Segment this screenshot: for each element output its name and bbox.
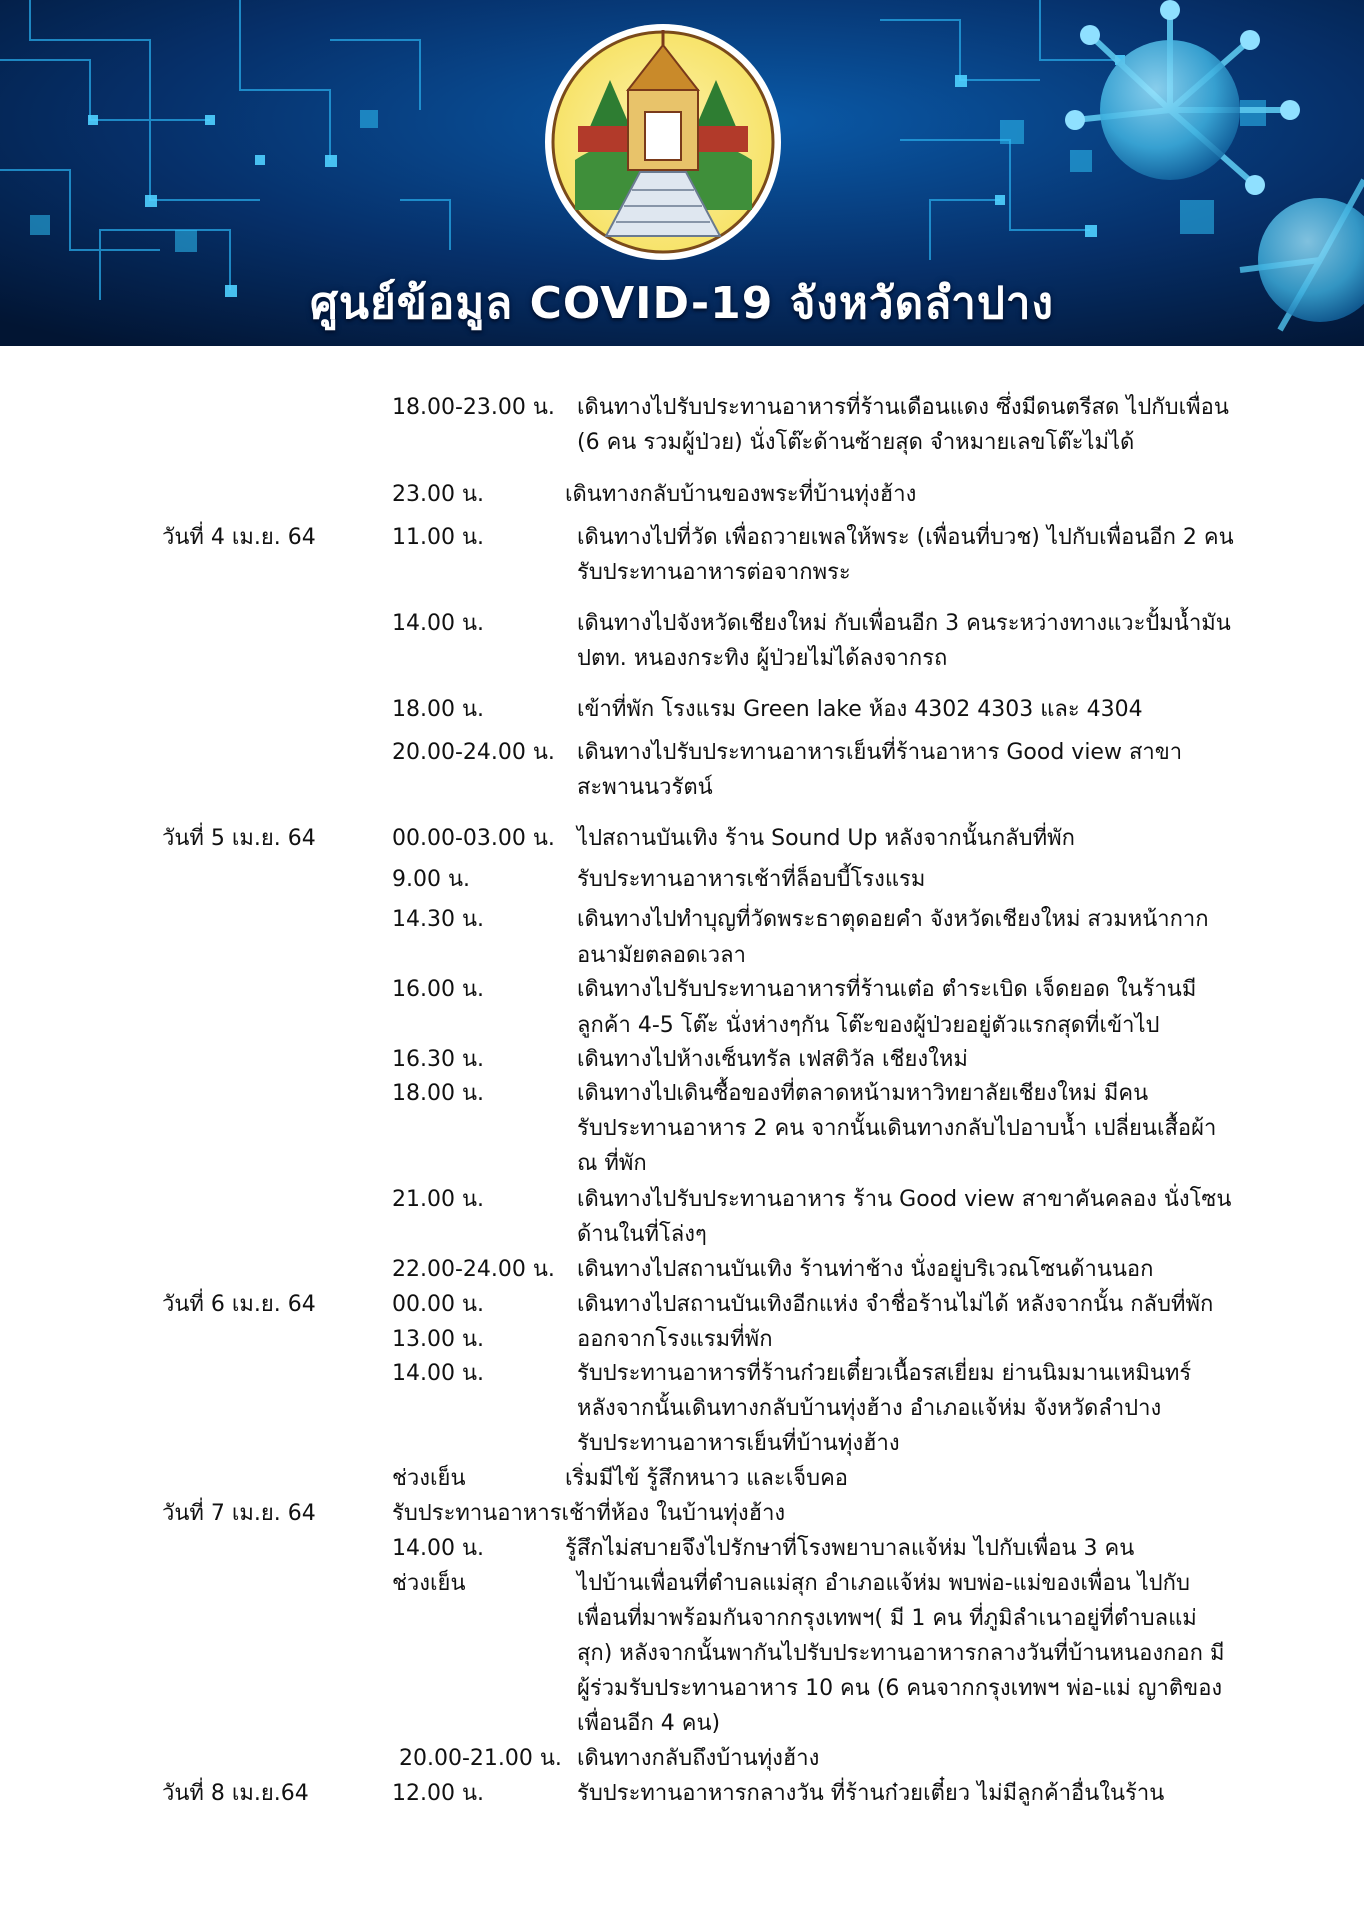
- entry-desc-line: เดินทางไปรับประทานอาหาร ร้าน Good view สาขาคันคลอง นั่งโซน: [577, 1187, 1232, 1212]
- entry-time: 12.00 น.: [392, 1781, 485, 1806]
- entry-desc-line: (6 คน รวมผู้ป่วย) นั่งโต๊ะด้านซ้ายสุด จำหมายเลขโต๊ะไม่ได้: [577, 430, 1135, 455]
- entry-desc: [565, 1531, 1134, 1566]
- entry-desc: [565, 1566, 1224, 1741]
- entry-desc-line: ไปบ้านเพื่อนที่ตำบลแม่สุก อำเภอแจ้ห่ม พบพ่อ-แม่ของเพื่อน ไปกับ: [577, 1571, 1190, 1596]
- entry-desc: [565, 972, 1196, 1044]
- entry-desc-line: เดินทางกลับถึงบ้านทุ่งฮ้าง: [577, 1746, 820, 1771]
- entry-time: 9.00 น.: [392, 867, 471, 892]
- entry-time: 23.00 น.: [392, 482, 485, 507]
- entry-desc-line: สะพานนวรัตน์: [577, 775, 713, 800]
- lampang-province-seal-icon: [545, 24, 781, 260]
- entry-desc-line: สุก) หลังจากนั้นพากันไปรับประทานอาหารกลางวันที่บ้านหนองกอก มี: [577, 1641, 1225, 1666]
- entry-time: 22.00-24.00 น.: [392, 1257, 555, 1282]
- entry-time: 14.00 น.: [392, 611, 485, 636]
- entry-desc: [565, 1287, 1213, 1322]
- entry-desc: [565, 735, 1182, 805]
- entry-desc-line: รับประทานอาหารกลางวัน ที่ร้านก๋วยเตี๋ยว ไม่มีลูกค้าอื่นในร้าน: [577, 1781, 1165, 1806]
- entry-time: รับประทานอาหารเช้าที่ห้อง ในบ้านทุ่งฮ้าง: [392, 1501, 786, 1526]
- entry-desc: [565, 390, 1229, 460]
- entry-date: วันที่ 5 เม.ย. 64: [162, 826, 316, 851]
- entry-desc: [565, 1322, 773, 1357]
- entry-desc-line: หลังจากนั้นเดินทางกลับบ้านทุ่งฮ้าง อำเภอแจ้ห่ม จังหวัดลำปาง: [577, 1396, 1162, 1421]
- entry-time: 00.00-03.00 น.: [392, 826, 555, 851]
- entry-desc-line: เดินทางไปรับประทานอาหารที่ร้านเต๋อ ตำระเบิด เจ็ดยอด ในร้านมี: [577, 977, 1197, 1002]
- entry-desc: [565, 1356, 1191, 1461]
- entry-desc-line: เดินทางไปเดินซื้อของที่ตลาดหน้ามหาวิทยาลัยเชียงใหม่ มีคน: [577, 1081, 1149, 1106]
- entry-time: 18.00 น.: [392, 697, 485, 722]
- entry-time: 14.00 น.: [392, 1361, 485, 1386]
- entry-desc-line: ไปสถานบันเทิง ร้าน Sound Up หลังจากนั้นกลับที่พัก: [577, 826, 1075, 851]
- entry-desc-line: เดินทางไปสถานบันเทิง ร้านท่าช้าง นั่งอยู่บริเวณโซนด้านนอก: [577, 1257, 1154, 1282]
- entry-desc-line: ผู้ร่วมรับประทานอาหาร 10 คน (6 คนจากกรุงเทพฯ พ่อ-แม่ ญาติของ: [577, 1676, 1223, 1701]
- entry-desc-line: เดินทางไปสถานบันเทิงอีกแห่ง จำชื่อร้านไม่ได้ หลังจากนั้น กลับที่พัก: [577, 1292, 1214, 1317]
- entry-desc-line: [577, 390, 1229, 460]
- entry-desc: [565, 902, 1209, 974]
- entry-desc-line: เดินทางไปที่วัด เพื่อถวายเพลให้พระ (เพื่อนที่บวช) ไปกับเพื่อนอีก 2 คน: [577, 525, 1234, 550]
- entry-desc-line: เดินทางไปรับประทานอาหารที่ร้านเดือนแดง ซึ่งมีดนตรีสด ไปกับเพื่อน: [577, 395, 1229, 420]
- entry-desc: [565, 1252, 1153, 1287]
- entry-desc-line: เดินทางกลับบ้านของพระที่บ้านทุ่งฮ้าง: [565, 482, 917, 507]
- page-title: ศูนย์ข้อมูล COVID-19 จังหวัดลำปาง: [309, 278, 1054, 329]
- entry-date: วันที่ 7 เม.ย. 64: [162, 1501, 316, 1526]
- entry-time: 18.00 น.: [392, 1081, 485, 1106]
- entry-time: 16.30 น.: [392, 1047, 485, 1072]
- entry-time: 13.00 น.: [392, 1327, 485, 1352]
- entry-time: 21.00 น.: [392, 1187, 485, 1212]
- entry-time: 16.00 น.: [392, 977, 485, 1002]
- entry-date: วันที่ 6 เม.ย. 64: [162, 1292, 316, 1317]
- entry-time: ช่วงเย็น: [392, 1571, 466, 1596]
- entry-desc: [565, 1741, 819, 1776]
- entry-desc: [565, 821, 1075, 856]
- entry-desc-line: เพื่อนอีก 4 คน): [577, 1711, 721, 1736]
- entry-desc-line: เดินทางไปรับประทานอาหารเย็นที่ร้านอาหาร Good view สาขา: [577, 740, 1183, 765]
- entry-time: ช่วงเย็น: [392, 1466, 466, 1491]
- entry-desc-line: อนามัยตลอดเวลา: [577, 943, 746, 968]
- entry-desc-line: เริ่มมีไข้ รู้สึกหนาว และเจ็บคอ: [565, 1466, 849, 1491]
- entry-desc-line: ลูกค้า 4-5 โต๊ะ นั่งห่างๆกัน โต๊ะของผู้ป่วยอยู่ตัวแรกสุดที่เข้าไป: [577, 1013, 1160, 1038]
- entry-desc-line: รับประทานอาหาร 2 คน จากนั้นเดินทางกลับไปอาบน้ำ เปลี่ยนเสื้อผ้า: [577, 1116, 1217, 1141]
- entry-time: 20.00-24.00 น.: [392, 740, 555, 765]
- entry-desc: [565, 520, 1234, 590]
- entry-time: 14.00 น.: [392, 1536, 485, 1561]
- entry-desc: [565, 1182, 1231, 1252]
- entry-time: 14.30 น.: [392, 907, 485, 932]
- entry-desc-line: เดินทางไปทำบุญที่วัดพระธาตุดอยคำ จังหวัดเชียงใหม่ สวมหน้ากาก: [577, 907, 1209, 932]
- entry-desc-line: ณ ที่พัก: [577, 1151, 647, 1176]
- entry-desc: [565, 1076, 1216, 1181]
- entry-desc: [565, 1042, 968, 1077]
- header-banner: [0, 0, 1364, 346]
- entry-desc-line: รู้สึกไม่สบายจึงไปรักษาที่โรงพยาบาลแจ้ห่ม ไปกับเพื่อน 3 คน: [565, 1536, 1135, 1561]
- entry-desc-line: ปตท. หนองกระทิง ผู้ป่วยไม่ได้ลงจากรถ: [577, 646, 948, 671]
- entry-desc: [565, 862, 925, 897]
- entry-desc-line: ออกจากโรงแรมที่พัก: [577, 1327, 773, 1352]
- entry-date: วันที่ 4 เม.ย. 64: [162, 525, 316, 550]
- entry-desc-line: เดินทางไปจังหวัดเชียงใหม่ กับเพื่อนอีก 3 คนระหว่างทางแวะปั้มน้ำมัน: [577, 611, 1231, 636]
- entry-desc-line: ด้านในที่โล่งๆ: [577, 1222, 707, 1247]
- entry-desc-line: รับประทานอาหารต่อจากพระ: [577, 560, 851, 585]
- entry-desc-line: รับประทานอาหารเย็นที่บ้านทุ่งฮ้าง: [577, 1431, 900, 1456]
- entry-time: 20.00-21.00 น.: [392, 1746, 562, 1771]
- entry-time: 18.00-23.00 น.: [392, 395, 555, 420]
- entry-desc-line: เข้าที่พัก โรงแรม Green lake ห้อง 4302 4303 และ 4304: [577, 697, 1143, 722]
- entry-desc: [565, 692, 1143, 727]
- entry-desc-line: เพื่อนที่มาพร้อมกันจากกรุงเทพฯ( มี 1 คน ที่ภูมิลำเนาอยู่ที่ตำบลแม่: [577, 1606, 1197, 1631]
- entry-desc: [565, 606, 1231, 676]
- entry-time: 00.00 น.: [392, 1292, 485, 1317]
- entry-time: 11.00 น.: [392, 525, 485, 550]
- entry-desc-line: รับประทานอาหารที่ร้านก๋วยเตี๋ยวเนื้อรสเยี่ยม ย่านนิมมานเหมินทร์: [577, 1361, 1192, 1386]
- entry-desc: [565, 1461, 848, 1496]
- entry-desc-line: รับประทานอาหารเช้าที่ล็อบบี้โรงแรม: [577, 867, 926, 892]
- entry-desc-line: เดินทางไปห้างเซ็นทรัล เฟสติวัล เชียงใหม่: [577, 1047, 968, 1072]
- entry-date: วันที่ 8 เม.ย.64: [162, 1781, 309, 1806]
- entry-desc: [565, 477, 916, 512]
- entry-desc: [565, 1776, 1164, 1811]
